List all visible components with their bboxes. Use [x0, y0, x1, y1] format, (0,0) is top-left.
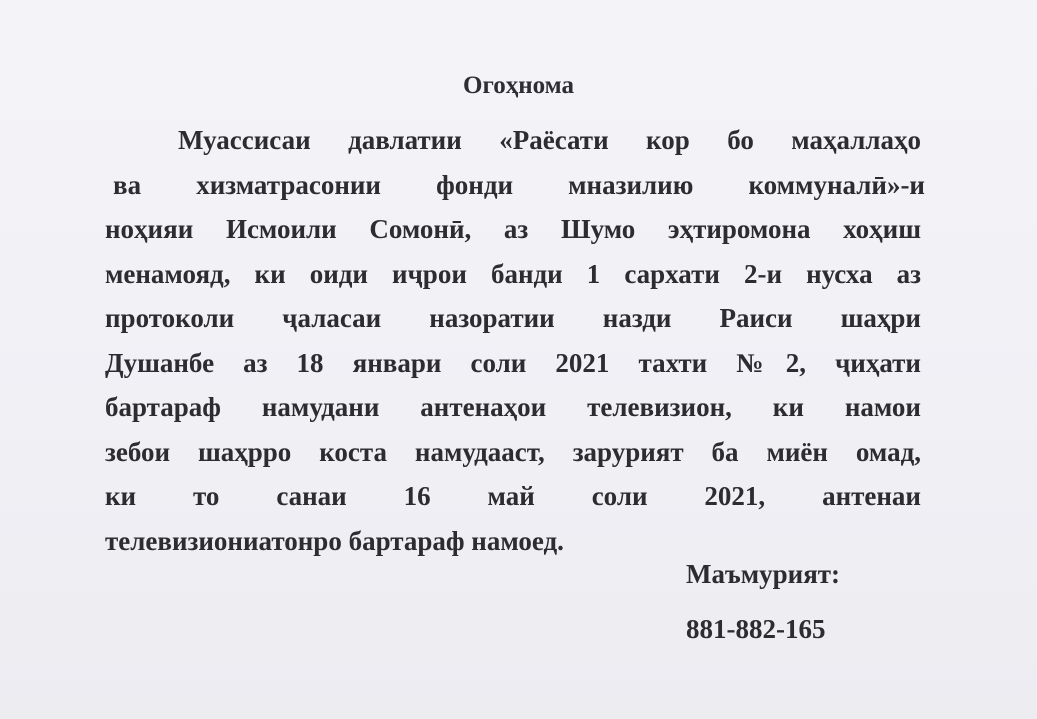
signature-label: Маъмурият: [686, 559, 841, 589]
notice-line: ноҳияи Исмоили Сомонӣ, аз Шумо эҳтиромона хоҳиш [105, 214, 921, 244]
notice-line: протоколи ҷаласаи назоратии назди Раиси шаҳри [105, 303, 921, 333]
notice-line: бартараф намудани антенаҳои телевизион, ки намои [105, 392, 921, 422]
notice-line: менамояд, ки оиди иҷрои банди 1 сархати 2-и нусха аз [105, 258, 921, 289]
phone-number: 881-882-165 [686, 614, 826, 644]
notice-line: Душанбе аз 18 январи соли 2021 тахти №2, ҷиҳати [105, 347, 921, 378]
notice-line: ва хизматрасонии фонди мназилию коммуналӣ»-и [113, 169, 925, 200]
notice-body [105, 118, 925, 563]
notice-title: Огоҳнома [463, 72, 574, 99]
notice-line: ки то санаи 16 май соли 2021, антенаи [105, 481, 921, 511]
notice-line: зебои шаҳрро коста намудааст, зарурият ба миён омад, [105, 436, 921, 467]
notice-line: телевизиониатонро бартараф намоед. [105, 525, 564, 556]
notice-line: Муассисаи давлатии «Раёсати кор бо маҳаллаҳо [178, 125, 921, 155]
